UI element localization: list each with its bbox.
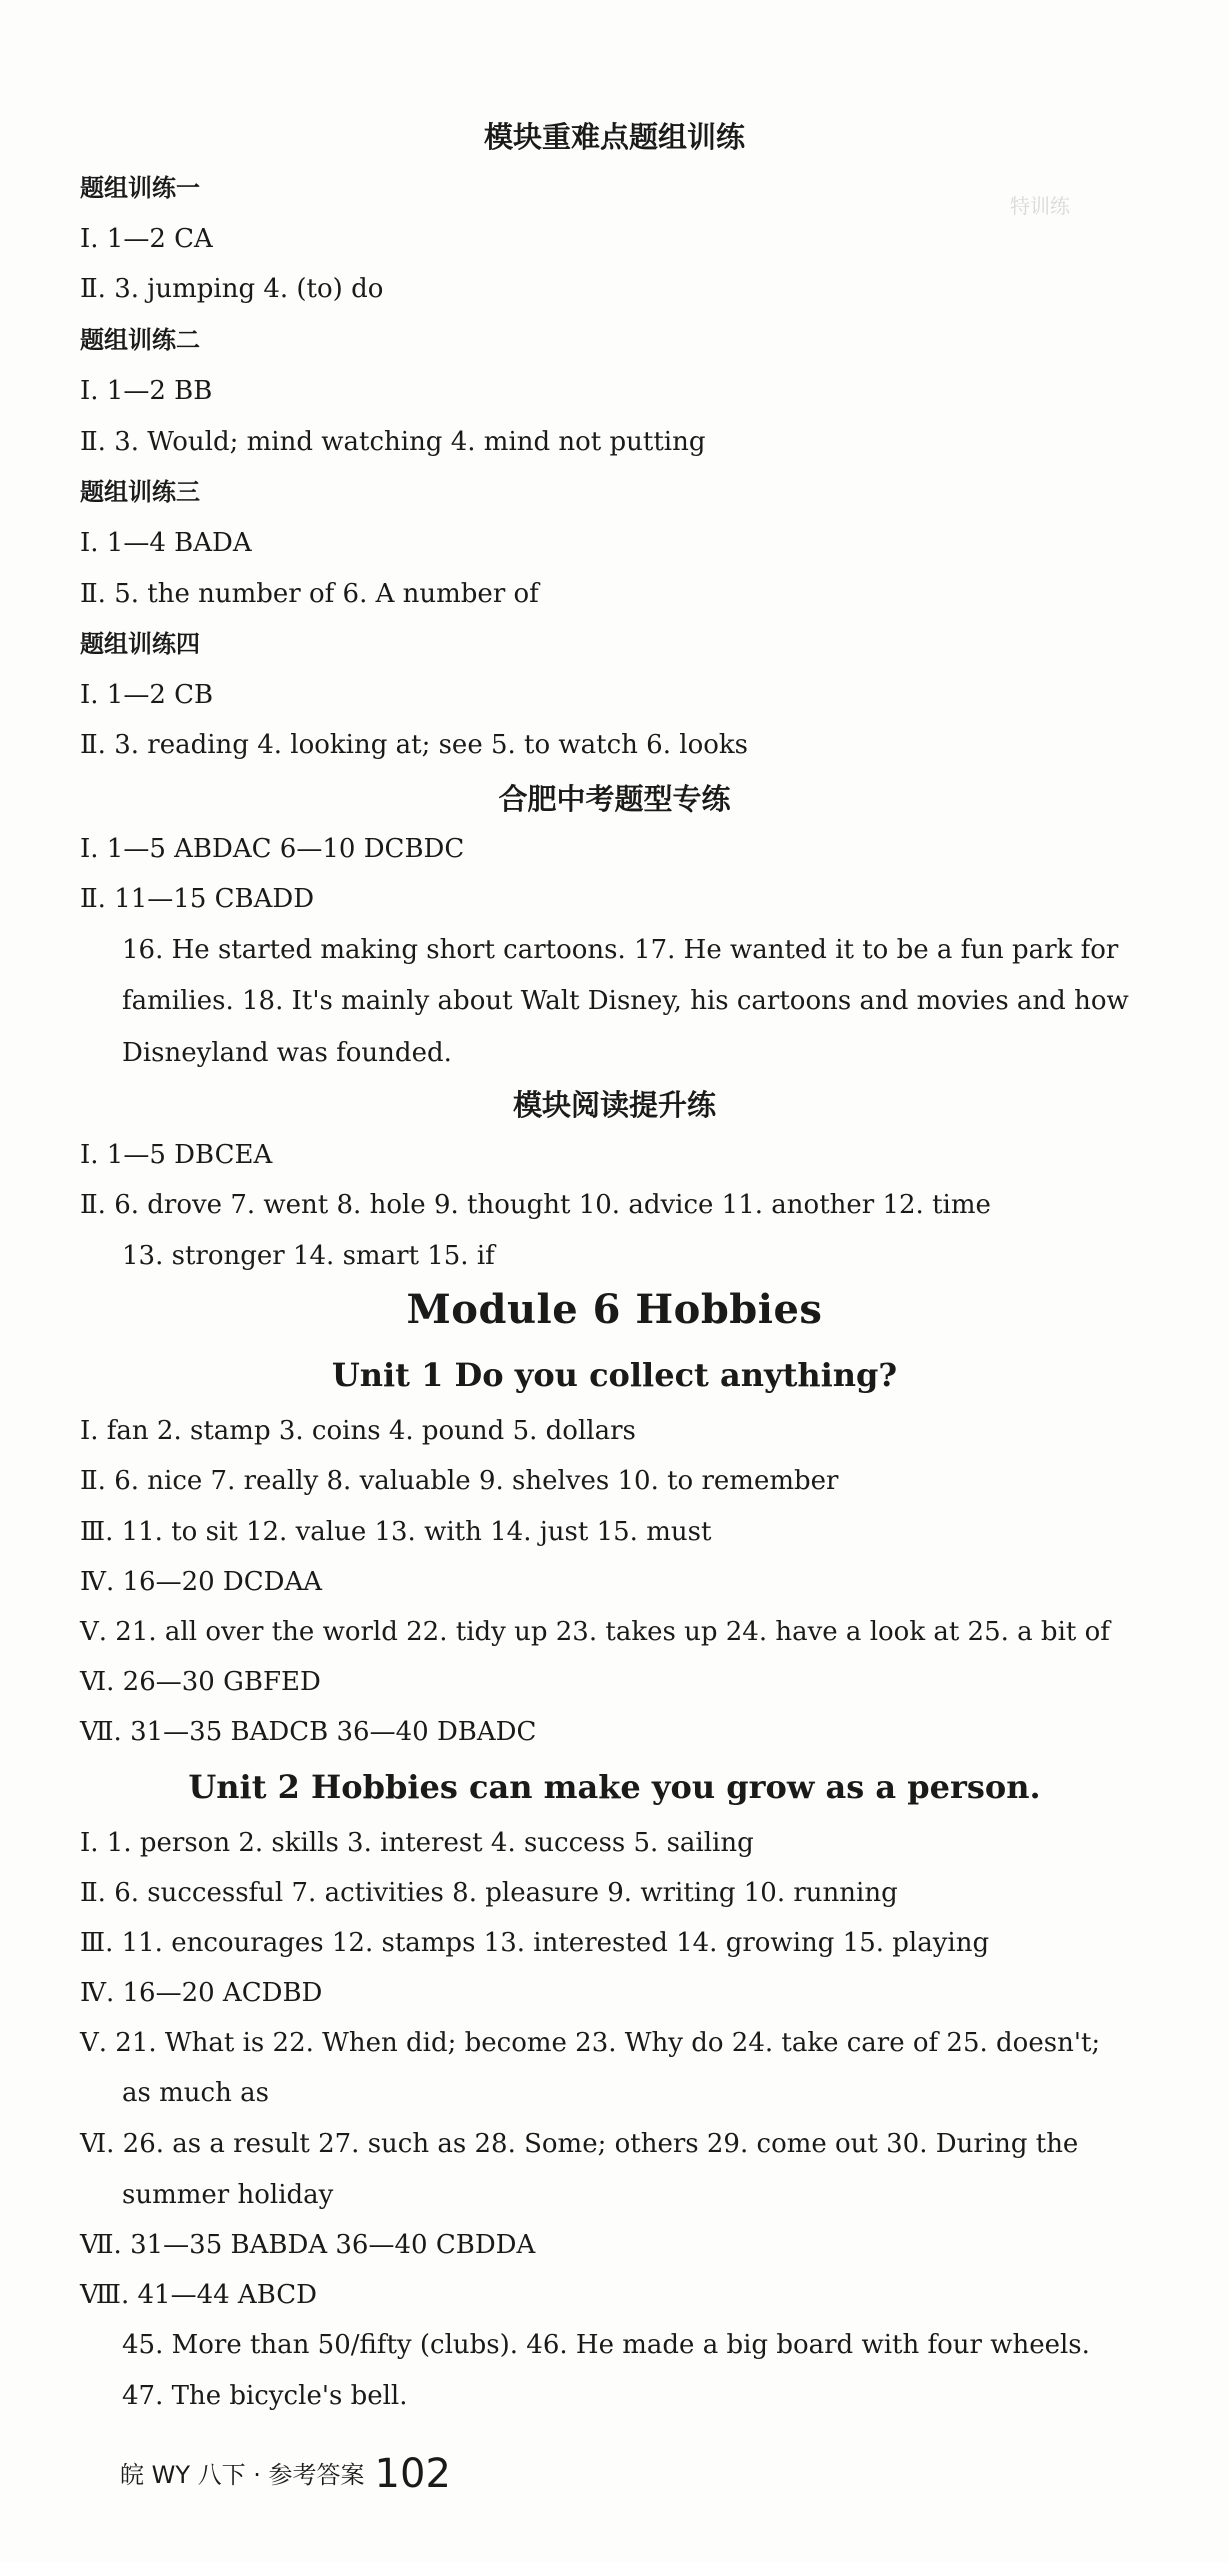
answer-line: Ⅰ. 1—2 CB (80, 680, 214, 710)
answer-line: Ⅲ. 11. to sit 12. value 13. with 14. just 15. must (80, 1517, 712, 1547)
answer-line: Ⅱ. 3. reading 4. looking at; see 5. to watch 6. looks (80, 730, 748, 760)
answer-line: families. 18. It's mainly about Walt Disney, his cartoons and movies and how (122, 986, 1129, 1016)
answer-line: Ⅱ. 6. drove 7. went 8. hole 9. thought 10. advice 11. another 12. time (80, 1190, 991, 1220)
answer-line: Ⅷ. 41—44 ABCD (80, 2280, 318, 2310)
group-label-2: 题组训练二 (80, 326, 200, 354)
group-label-4: 题组训练四 (80, 630, 200, 658)
answer-line: as much as (122, 2078, 269, 2108)
answer-line: 13. stronger 14. smart 15. if (122, 1241, 495, 1271)
group-label-3: 题组训练三 (80, 478, 200, 506)
answer-line: Ⅰ. 1—2 BB (80, 376, 213, 406)
answer-line: Ⅳ. 16—20 ACDBD (80, 1978, 323, 2008)
unit1-title: Unit 1 Do you collect anything? (331, 1356, 898, 1394)
answer-line: Ⅴ. 21. What is 22. When did; become 23. Why do 24. take care of 25. doesn't; (80, 2028, 1101, 2058)
answer-line: Ⅱ. 5. the number of 6. A number of (80, 579, 539, 609)
answer-line: 45. More than 50/fifty (clubs). 46. He made a big board with four wheels. (122, 2330, 1090, 2360)
answer-line: Ⅵ. 26. as a result 27. such as 28. Some; others 29. come out 30. During the (80, 2129, 1079, 2159)
answer-line: Ⅳ. 16—20 DCDAA (80, 1567, 323, 1597)
answer-line: Ⅴ. 21. all over the world 22. tidy up 23. takes up 24. have a look at 25. a bit of (80, 1617, 1110, 1647)
answer-line: Ⅰ. 1—5 DBCEA (80, 1140, 273, 1170)
section-title-module-practice: 模块重难点题组训练 (483, 120, 745, 154)
answer-line: Ⅰ. 1—4 BADA (80, 528, 252, 558)
section-title-reading: 模块阅读提升练 (512, 1088, 716, 1122)
answer-line: 16. He started making short cartoons. 17. He wanted it to be a fun park for (122, 935, 1119, 965)
answer-line: Ⅱ. 6. successful 7. activities 8. pleasure 9. writing 10. running (80, 1878, 898, 1908)
unit2-title: Unit 2 Hobbies can make you grow as a person. (188, 1768, 1041, 1806)
footer-label: 皖 WY 八下 · 参考答案 (120, 2461, 365, 2489)
answer-line: Ⅰ. 1. person 2. skills 3. interest 4. success 5. sailing (80, 1828, 754, 1858)
answer-line: Ⅰ. 1—2 CA (80, 224, 213, 254)
answer-line: Ⅱ. 3. jumping 4. (to) do (80, 274, 384, 304)
answer-line: Ⅰ. 1—5 ABDAC 6—10 DCBDC (80, 834, 465, 864)
answer-line: Disneyland was founded. (122, 1038, 452, 1068)
module-title: Module 6 Hobbies (406, 1286, 823, 1333)
answer-line: Ⅱ. 6. nice 7. really 8. valuable 9. shelves 10. to remember (80, 1466, 839, 1496)
page-number: 102 (374, 2451, 451, 2497)
group-label-1: 题组训练一 (80, 174, 200, 202)
section-title-hefei: 合肥中考题型专练 (498, 782, 731, 816)
answer-line: Ⅶ. 31—35 BABDA 36—40 CBDDA (80, 2230, 536, 2260)
answer-line: Ⅱ. 3. Would; mind watching 4. mind not putting (80, 427, 706, 457)
faint-show-through-text: 特训练 (1010, 194, 1070, 218)
answer-line: Ⅲ. 11. encourages 12. stamps 13. interested 14. growing 15. playing (80, 1928, 990, 1958)
page-footer (120, 2450, 451, 2499)
answer-line: Ⅱ. 11—15 CBADD (80, 884, 315, 914)
answer-line: Ⅶ. 31—35 BADCB 36—40 DBADC (80, 1717, 537, 1747)
answer-line: Ⅰ. fan 2. stamp 3. coins 4. pound 5. dollars (80, 1416, 636, 1446)
answer-line: 47. The bicycle's bell. (122, 2381, 408, 2411)
answer-line: Ⅵ. 26—30 GBFED (80, 1667, 321, 1697)
answer-line: summer holiday (122, 2180, 334, 2210)
